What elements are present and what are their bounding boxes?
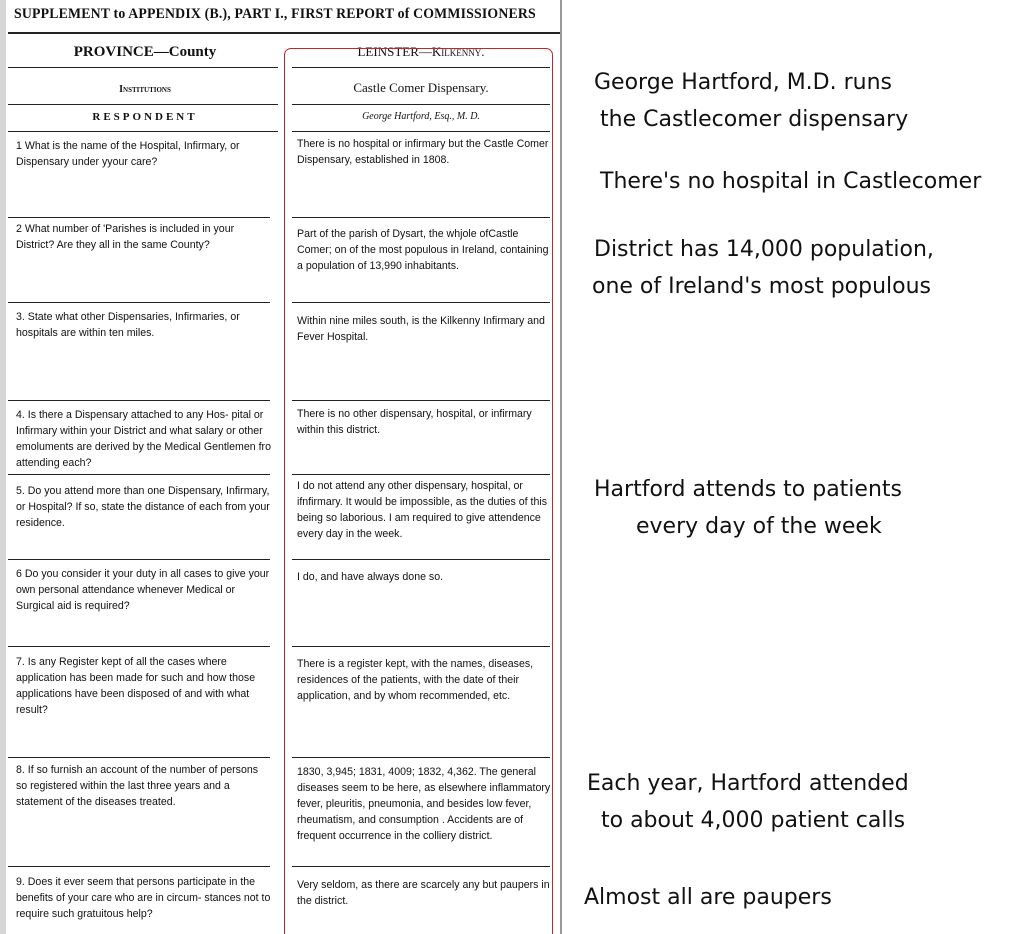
row-rule (8, 559, 270, 560)
annotation-population: District has 14,000 population, one of Ireland's most populous (592, 237, 934, 299)
column-head-rule (8, 67, 278, 68)
question-9: 9. Does it ever seem that persons participate in the benefits of your care who are in circum- stances not to require such gratuitous help? (16, 876, 271, 920)
question-3: 3. State what other Dispensaries, Infirmaries, or hospitals are within ten miles. (16, 311, 240, 339)
question-7: 7. Is any Register kept of all the cases where application has been made for such and how those applications have been disposed of and with what result? (16, 656, 256, 716)
answer-2: Part of the parish of Dysart, the whjole ofCastle Comer; on of the most populous in Ireland, containing a population of 13,990 inhabitants. (297, 228, 549, 272)
institution-value: Castle Comer Dispensary. (353, 80, 489, 95)
answer-highlight-box (284, 48, 553, 934)
page-edge (0, 0, 6, 934)
row-rule (8, 217, 270, 218)
answer-7: There is a register kept, with the names, diseases, residences of the patients, with the date of their application, and by whom recommended, etc. (297, 658, 534, 702)
row-rule (8, 302, 270, 303)
answer-9: Very seldom, as there are scarcely any but paupers in the district. (297, 879, 550, 907)
column-head-rule (8, 131, 278, 132)
column-head-rule (8, 104, 278, 105)
question-6: 6 Do you consider it your duty in all cases to give your own personal attendance whenever Medical or Surgical aid is required? (16, 568, 270, 612)
question-8: 8. If so furnish an account of the number of persons so registered within the last three years and a statement of the diseases treated. (16, 764, 259, 808)
answer-4: There is no other dispensary, hospital, or infirmary within this district. (297, 408, 532, 436)
answer-3: Within nine miles south, is the Kilkenny Infirmary and Fever Hospital. (297, 315, 545, 343)
province-label: PROVINCE—County (73, 44, 217, 60)
annotation-attends-daily: Hartford attends to patients every day of the week (594, 477, 902, 539)
annotation-patient-calls: Each year, Hartford attended to about 4,000 patient calls (587, 771, 909, 833)
document-header: SUPPLEMENT to APPENDIX (B.), PART I., FIRST REPORT of COMMISSIONERS (14, 6, 536, 22)
answer-6: I do, and have always done so. (297, 571, 444, 583)
annotation-hartford-runs: George Hartford, M.D. runs the Castlecomer dispensary (594, 70, 909, 132)
row-rule (8, 866, 270, 867)
header-rule (8, 32, 560, 34)
question-5: 5. Do you attend more than one Dispensary, Infirmary, or Hospital? If so, state the distance of each from your residence. (16, 485, 270, 529)
annotation-paupers: Almost all are paupers (584, 885, 832, 910)
row-rule (8, 646, 270, 647)
province-value: LEINSTER—Kilkenny. (357, 44, 485, 59)
question-1: 1 What is the name of the Hospital, Infirmary, or Dispensary under yyour care? (16, 140, 240, 168)
row-rule (8, 757, 270, 758)
question-2: 2 What number of 'Parishes is included in your District? Are they all in the same County? (16, 223, 235, 251)
question-4: 4. Is there a Dispensary attached to any Hos- pital or Infirmary within your District and what salary or other emoluments are derived by the Medical Gentlemen fro attending each? (16, 409, 271, 469)
respondent-value: George Hartford, Esq., M. D. (362, 111, 480, 122)
answer-8: 1830, 3,945; 1831, 4009; 1832, 4,362. The general diseases seem to be here, as elsewhere inflammatory fever, pleuritis, pneumonia, and besides low fever, rheumatism, and consumption . Accidents are of frequent occurrence in the colliery district. (297, 766, 551, 842)
row-rule (8, 400, 270, 401)
institution-label: Institutions (119, 84, 171, 95)
row-rule (8, 474, 270, 475)
annotation-no-hospital: There's no hospital in Castlecomer (600, 169, 982, 194)
answer-5: I do not attend any other dispensary, hospital, or ifnfirmary. It would be impossible, as the duties of this being so laborious. I am required to give attendence every day in the week. (297, 480, 548, 540)
answer-1: There is no hospital or infirmary but the Castle Comer Dispensary, established in 1808. (297, 138, 549, 166)
respondent-label: RESPONDENT (92, 111, 198, 123)
